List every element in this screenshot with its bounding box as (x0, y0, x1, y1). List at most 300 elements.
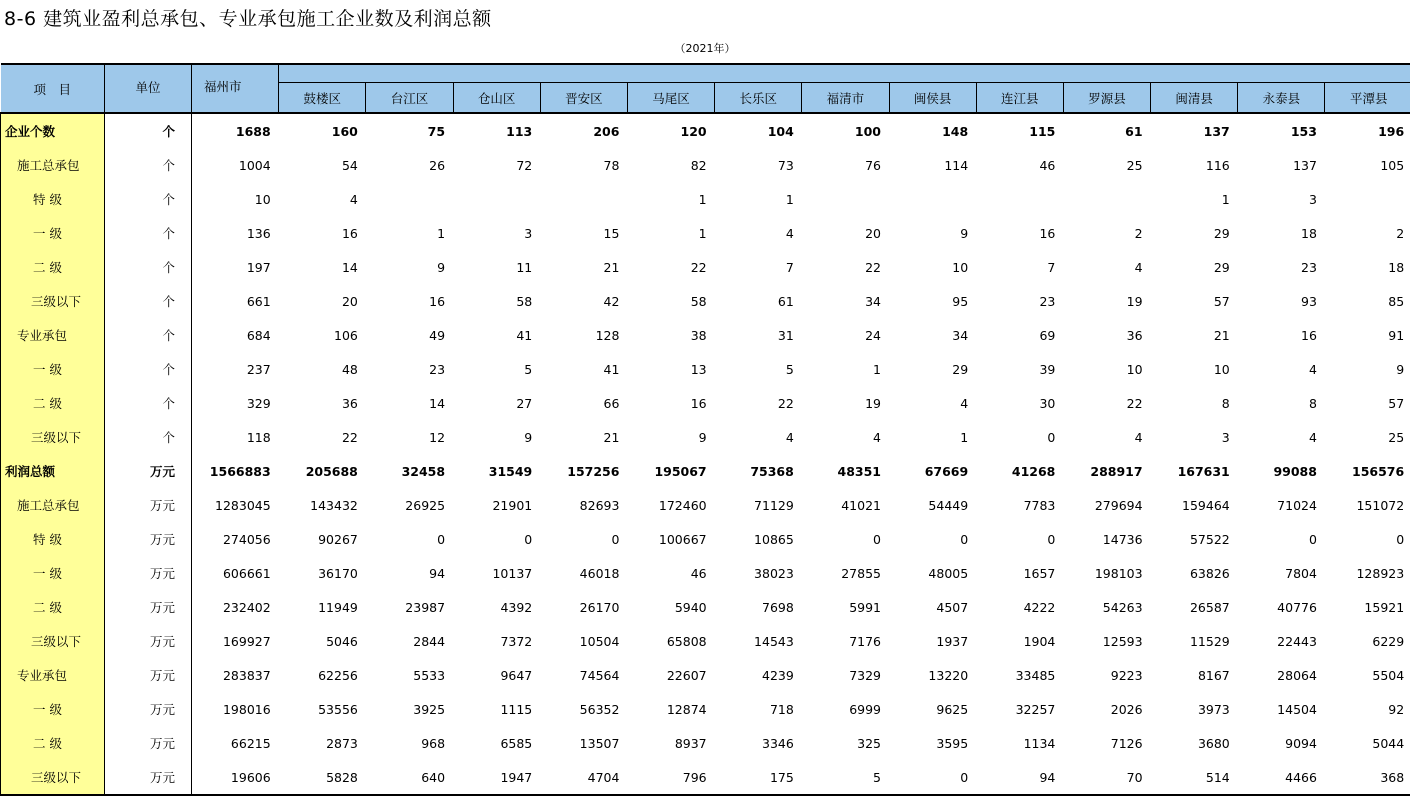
cell-value: 10 (1063, 352, 1150, 386)
cell-value: 7372 (453, 624, 540, 658)
cell-value: 1283045 (192, 488, 279, 522)
cell-value: 29 (1151, 250, 1238, 284)
header-district: 晋安区 (540, 83, 627, 114)
cell-value: 46 (976, 148, 1063, 182)
cell-value: 56352 (540, 692, 627, 726)
cell-value: 14 (366, 386, 453, 420)
cell-value: 10865 (715, 522, 802, 556)
cell-value: 0 (889, 760, 976, 795)
cell-value: 159464 (1151, 488, 1238, 522)
cell-value: 42 (540, 284, 627, 318)
cell-value: 3 (1151, 420, 1238, 454)
header-district: 台江区 (366, 83, 453, 114)
cell-value: 69 (976, 318, 1063, 352)
cell-value: 606661 (192, 556, 279, 590)
cell-value: 137 (1238, 148, 1325, 182)
cell-value: 1904 (976, 624, 1063, 658)
cell-value: 2 (1325, 216, 1410, 250)
row-unit: 万元 (105, 556, 192, 590)
cell-value: 19606 (192, 760, 279, 795)
row-label: 二 级 (1, 386, 105, 420)
header-item: 项 目 (1, 64, 105, 113)
cell-value: 4 (889, 386, 976, 420)
cell-value: 2873 (279, 726, 366, 760)
header-district: 福清市 (802, 83, 889, 114)
cell-value: 82 (627, 148, 714, 182)
cell-value: 57 (1151, 284, 1238, 318)
cell-value: 718 (715, 692, 802, 726)
table-row (1, 386, 1410, 420)
cell-value: 115 (976, 113, 1063, 148)
table-row (1, 522, 1410, 556)
cell-value: 5504 (1325, 658, 1410, 692)
row-unit: 个 (105, 386, 192, 420)
cell-value: 15 (540, 216, 627, 250)
cell-value: 118 (192, 420, 279, 454)
row-unit: 个 (105, 420, 192, 454)
cell-value: 0 (976, 420, 1063, 454)
cell-value: 116 (1151, 148, 1238, 182)
cell-value: 11 (453, 250, 540, 284)
cell-value: 514 (1151, 760, 1238, 795)
row-unit: 万元 (105, 692, 192, 726)
row-unit: 万元 (105, 726, 192, 760)
cell-value: 114 (889, 148, 976, 182)
cell-value: 206 (540, 113, 627, 148)
cell-value: 9 (1325, 352, 1410, 386)
header-row-top (1, 64, 1410, 83)
cell-value: 13 (627, 352, 714, 386)
cell-value: 48005 (889, 556, 976, 590)
cell-value: 9647 (453, 658, 540, 692)
table-row (1, 760, 1410, 795)
cell-value: 0 (540, 522, 627, 556)
table-row (1, 352, 1410, 386)
cell-value: 73 (715, 148, 802, 182)
cell-value: 8 (1238, 386, 1325, 420)
cell-value: 968 (366, 726, 453, 760)
cell-value: 13507 (540, 726, 627, 760)
cell-value: 120 (627, 113, 714, 148)
cell-value: 49 (366, 318, 453, 352)
cell-value: 7176 (802, 624, 889, 658)
table-row (1, 624, 1410, 658)
cell-value: 36170 (279, 556, 366, 590)
table-row (1, 284, 1410, 318)
cell-value: 1 (627, 182, 714, 216)
cell-value: 7126 (1063, 726, 1150, 760)
cell-value: 95 (889, 284, 976, 318)
cell-value: 99088 (1238, 454, 1325, 488)
cell-value: 9 (366, 250, 453, 284)
row-label: 专业承包 (1, 658, 105, 692)
cell-value: 196 (1325, 113, 1410, 148)
cell-value: 11949 (279, 590, 366, 624)
cell-value (366, 182, 453, 216)
cell-value: 18 (1238, 216, 1325, 250)
header-district-band (279, 64, 1410, 83)
cell-value: 5828 (279, 760, 366, 795)
row-unit: 万元 (105, 624, 192, 658)
cell-value: 9 (453, 420, 540, 454)
cell-value: 3595 (889, 726, 976, 760)
cell-value: 175 (715, 760, 802, 795)
cell-value: 1 (366, 216, 453, 250)
cell-value: 38023 (715, 556, 802, 590)
cell-value: 0 (976, 522, 1063, 556)
cell-value: 94 (366, 556, 453, 590)
cell-value: 137 (1151, 113, 1238, 148)
cell-value: 156576 (1325, 454, 1410, 488)
cell-value: 76 (802, 148, 889, 182)
cell-value: 10504 (540, 624, 627, 658)
cell-value: 21 (1151, 318, 1238, 352)
cell-value: 24 (802, 318, 889, 352)
cell-value: 85 (1325, 284, 1410, 318)
row-label: 施工总承包 (1, 488, 105, 522)
cell-value: 0 (802, 522, 889, 556)
cell-value: 128 (540, 318, 627, 352)
cell-value: 6229 (1325, 624, 1410, 658)
cell-value: 2026 (1063, 692, 1150, 726)
cell-value: 4239 (715, 658, 802, 692)
cell-value: 20 (279, 284, 366, 318)
cell-value: 53556 (279, 692, 366, 726)
cell-value: 5 (802, 760, 889, 795)
cell-value: 3 (1238, 182, 1325, 216)
cell-value: 39 (976, 352, 1063, 386)
cell-value: 169927 (192, 624, 279, 658)
cell-value: 1 (1151, 182, 1238, 216)
row-unit: 万元 (105, 454, 192, 488)
row-unit: 个 (105, 148, 192, 182)
cell-value: 12593 (1063, 624, 1150, 658)
cell-value: 41268 (976, 454, 1063, 488)
cell-value: 71129 (715, 488, 802, 522)
cell-value: 283837 (192, 658, 279, 692)
cell-value (1325, 182, 1410, 216)
cell-value: 16 (627, 386, 714, 420)
cell-value: 10 (192, 182, 279, 216)
cell-value: 15921 (1325, 590, 1410, 624)
cell-value: 57522 (1151, 522, 1238, 556)
cell-value (889, 182, 976, 216)
cell-value: 640 (366, 760, 453, 795)
cell-value: 41 (540, 352, 627, 386)
cell-value: 22 (1063, 386, 1150, 420)
cell-value: 65808 (627, 624, 714, 658)
cell-value: 32257 (976, 692, 1063, 726)
cell-value: 78 (540, 148, 627, 182)
cell-value: 67669 (889, 454, 976, 488)
cell-value: 4507 (889, 590, 976, 624)
table-row (1, 420, 1410, 454)
table-row (1, 148, 1410, 182)
cell-value: 4 (1238, 352, 1325, 386)
cell-value: 46 (627, 556, 714, 590)
row-unit: 个 (105, 182, 192, 216)
table-row (1, 182, 1410, 216)
cell-value: 8937 (627, 726, 714, 760)
row-label: 特 级 (1, 182, 105, 216)
cell-value: 796 (627, 760, 714, 795)
cell-value: 54449 (889, 488, 976, 522)
cell-value: 4222 (976, 590, 1063, 624)
cell-value: 71024 (1238, 488, 1325, 522)
cell-value: 54 (279, 148, 366, 182)
cell-value: 90267 (279, 522, 366, 556)
cell-value: 4 (715, 420, 802, 454)
cell-value: 70 (1063, 760, 1150, 795)
cell-value: 12 (366, 420, 453, 454)
cell-value: 7 (715, 250, 802, 284)
cell-value: 82693 (540, 488, 627, 522)
cell-value: 41 (453, 318, 540, 352)
cell-value: 0 (889, 522, 976, 556)
row-label: 一 级 (1, 216, 105, 250)
row-label: 二 级 (1, 726, 105, 760)
cell-value: 5991 (802, 590, 889, 624)
cell-value: 172460 (627, 488, 714, 522)
cell-value: 62256 (279, 658, 366, 692)
table-row (1, 454, 1410, 488)
cell-value: 0 (366, 522, 453, 556)
cell-value: 23 (1238, 250, 1325, 284)
cell-value: 3973 (1151, 692, 1238, 726)
cell-value: 136 (192, 216, 279, 250)
cell-value: 143432 (279, 488, 366, 522)
cell-value: 75 (366, 113, 453, 148)
cell-value: 10 (889, 250, 976, 284)
cell-value (453, 182, 540, 216)
cell-value (540, 182, 627, 216)
table-body (1, 113, 1410, 795)
cell-value: 36 (279, 386, 366, 420)
row-label: 一 级 (1, 352, 105, 386)
cell-value: 7329 (802, 658, 889, 692)
header-district: 马尾区 (627, 83, 714, 114)
cell-value: 2 (1063, 216, 1150, 250)
table-row (1, 113, 1410, 148)
cell-value: 3680 (1151, 726, 1238, 760)
cell-value: 1 (802, 352, 889, 386)
cell-value: 22 (279, 420, 366, 454)
row-unit: 个 (105, 250, 192, 284)
cell-value: 22 (627, 250, 714, 284)
cell-value: 91 (1325, 318, 1410, 352)
cell-value: 26170 (540, 590, 627, 624)
cell-value: 54263 (1063, 590, 1150, 624)
cell-value: 2844 (366, 624, 453, 658)
cell-value: 1 (715, 182, 802, 216)
cell-value: 93 (1238, 284, 1325, 318)
table-row (1, 216, 1410, 250)
cell-value: 23 (366, 352, 453, 386)
cell-value: 205688 (279, 454, 366, 488)
header-district: 闽清县 (1151, 83, 1238, 114)
cell-value: 5046 (279, 624, 366, 658)
cell-value: 5 (453, 352, 540, 386)
cell-value: 16 (1238, 318, 1325, 352)
cell-value: 7698 (715, 590, 802, 624)
row-unit: 个 (105, 216, 192, 250)
cell-value: 198016 (192, 692, 279, 726)
cell-value: 13220 (889, 658, 976, 692)
cell-value: 4 (715, 216, 802, 250)
cell-value: 31549 (453, 454, 540, 488)
cell-value: 26 (366, 148, 453, 182)
cell-value: 7 (976, 250, 1063, 284)
cell-value: 8167 (1151, 658, 1238, 692)
header-district: 平潭县 (1325, 83, 1410, 114)
row-unit: 个 (105, 113, 192, 148)
cell-value: 151072 (1325, 488, 1410, 522)
cell-value: 274056 (192, 522, 279, 556)
cell-value: 1 (627, 216, 714, 250)
cell-value: 325 (802, 726, 889, 760)
cell-value: 7783 (976, 488, 1063, 522)
cell-value: 329 (192, 386, 279, 420)
cell-value: 74564 (540, 658, 627, 692)
row-label: 专业承包 (1, 318, 105, 352)
cell-value: 195067 (627, 454, 714, 488)
row-label: 利润总额 (1, 454, 105, 488)
cell-value: 29 (1151, 216, 1238, 250)
row-label: 特 级 (1, 522, 105, 556)
cell-value: 1688 (192, 113, 279, 148)
cell-value: 9094 (1238, 726, 1325, 760)
cell-value: 237 (192, 352, 279, 386)
header-unit: 单位 (105, 64, 192, 113)
cell-value: 6999 (802, 692, 889, 726)
row-unit: 个 (105, 318, 192, 352)
cell-value: 34 (802, 284, 889, 318)
cell-value: 1566883 (192, 454, 279, 488)
cell-value: 21 (540, 420, 627, 454)
cell-value: 40776 (1238, 590, 1325, 624)
cell-value: 4 (1063, 420, 1150, 454)
table-row (1, 590, 1410, 624)
cell-value: 48351 (802, 454, 889, 488)
cell-value: 6585 (453, 726, 540, 760)
cell-value: 30 (976, 386, 1063, 420)
cell-value: 4 (1063, 250, 1150, 284)
cell-value: 58 (627, 284, 714, 318)
cell-value: 105 (1325, 148, 1410, 182)
cell-value: 21 (540, 250, 627, 284)
cell-value: 26925 (366, 488, 453, 522)
header-district: 鼓楼区 (279, 83, 366, 114)
cell-value: 20 (802, 216, 889, 250)
cell-value: 22 (802, 250, 889, 284)
cell-value: 167631 (1151, 454, 1238, 488)
cell-value: 197 (192, 250, 279, 284)
cell-value: 26587 (1151, 590, 1238, 624)
cell-value: 1115 (453, 692, 540, 726)
cell-value: 157256 (540, 454, 627, 488)
row-unit: 个 (105, 284, 192, 318)
row-label: 三级以下 (1, 420, 105, 454)
cell-value: 104 (715, 113, 802, 148)
cell-value: 21901 (453, 488, 540, 522)
cell-value: 38 (627, 318, 714, 352)
table-row (1, 250, 1410, 284)
cell-value: 61 (1063, 113, 1150, 148)
cell-value: 29 (889, 352, 976, 386)
cell-value: 5044 (1325, 726, 1410, 760)
cell-value: 63826 (1151, 556, 1238, 590)
cell-value: 16 (366, 284, 453, 318)
cell-value: 75368 (715, 454, 802, 488)
row-label: 一 级 (1, 556, 105, 590)
cell-value: 1937 (889, 624, 976, 658)
row-unit: 万元 (105, 488, 192, 522)
cell-value: 5940 (627, 590, 714, 624)
cell-value: 9 (889, 216, 976, 250)
cell-value: 9223 (1063, 658, 1150, 692)
cell-value: 27 (453, 386, 540, 420)
cell-value: 25 (1063, 148, 1150, 182)
cell-value: 14504 (1238, 692, 1325, 726)
header-district: 闽侯县 (889, 83, 976, 114)
cell-value: 1 (889, 420, 976, 454)
cell-value: 113 (453, 113, 540, 148)
cell-value: 27855 (802, 556, 889, 590)
header-district: 仓山区 (453, 83, 540, 114)
cell-value: 72 (453, 148, 540, 182)
cell-value: 92 (1325, 692, 1410, 726)
cell-value: 0 (453, 522, 540, 556)
cell-value: 22443 (1238, 624, 1325, 658)
cell-value: 18 (1325, 250, 1410, 284)
row-label: 施工总承包 (1, 148, 105, 182)
cell-value: 198103 (1063, 556, 1150, 590)
row-label: 三级以下 (1, 284, 105, 318)
header-city: 福州市 (192, 64, 279, 113)
cell-value: 1657 (976, 556, 1063, 590)
table-row (1, 692, 1410, 726)
header-district: 永泰县 (1238, 83, 1325, 114)
cell-value: 3925 (366, 692, 453, 726)
table-row (1, 658, 1410, 692)
cell-value: 3346 (715, 726, 802, 760)
cell-value: 232402 (192, 590, 279, 624)
cell-value: 3 (453, 216, 540, 250)
row-label: 三级以下 (1, 624, 105, 658)
cell-value: 153 (1238, 113, 1325, 148)
cell-value: 16 (976, 216, 1063, 250)
row-unit: 万元 (105, 760, 192, 795)
cell-value: 25 (1325, 420, 1410, 454)
row-label: 企业个数 (1, 113, 105, 148)
page-title: 8-6 建筑业盈利总承包、专业承包施工企业数及利润总额 (4, 4, 492, 31)
header-district: 连江县 (976, 83, 1063, 114)
cell-value: 57 (1325, 386, 1410, 420)
cell-value: 32458 (366, 454, 453, 488)
cell-value: 1004 (192, 148, 279, 182)
cell-value: 684 (192, 318, 279, 352)
cell-value: 4 (802, 420, 889, 454)
cell-value: 46018 (540, 556, 627, 590)
row-label: 二 级 (1, 590, 105, 624)
cell-value: 23987 (366, 590, 453, 624)
cell-value: 36 (1063, 318, 1150, 352)
cell-value: 28064 (1238, 658, 1325, 692)
cell-value: 0 (1325, 522, 1410, 556)
cell-value: 41021 (802, 488, 889, 522)
row-unit: 万元 (105, 590, 192, 624)
row-unit: 个 (105, 352, 192, 386)
